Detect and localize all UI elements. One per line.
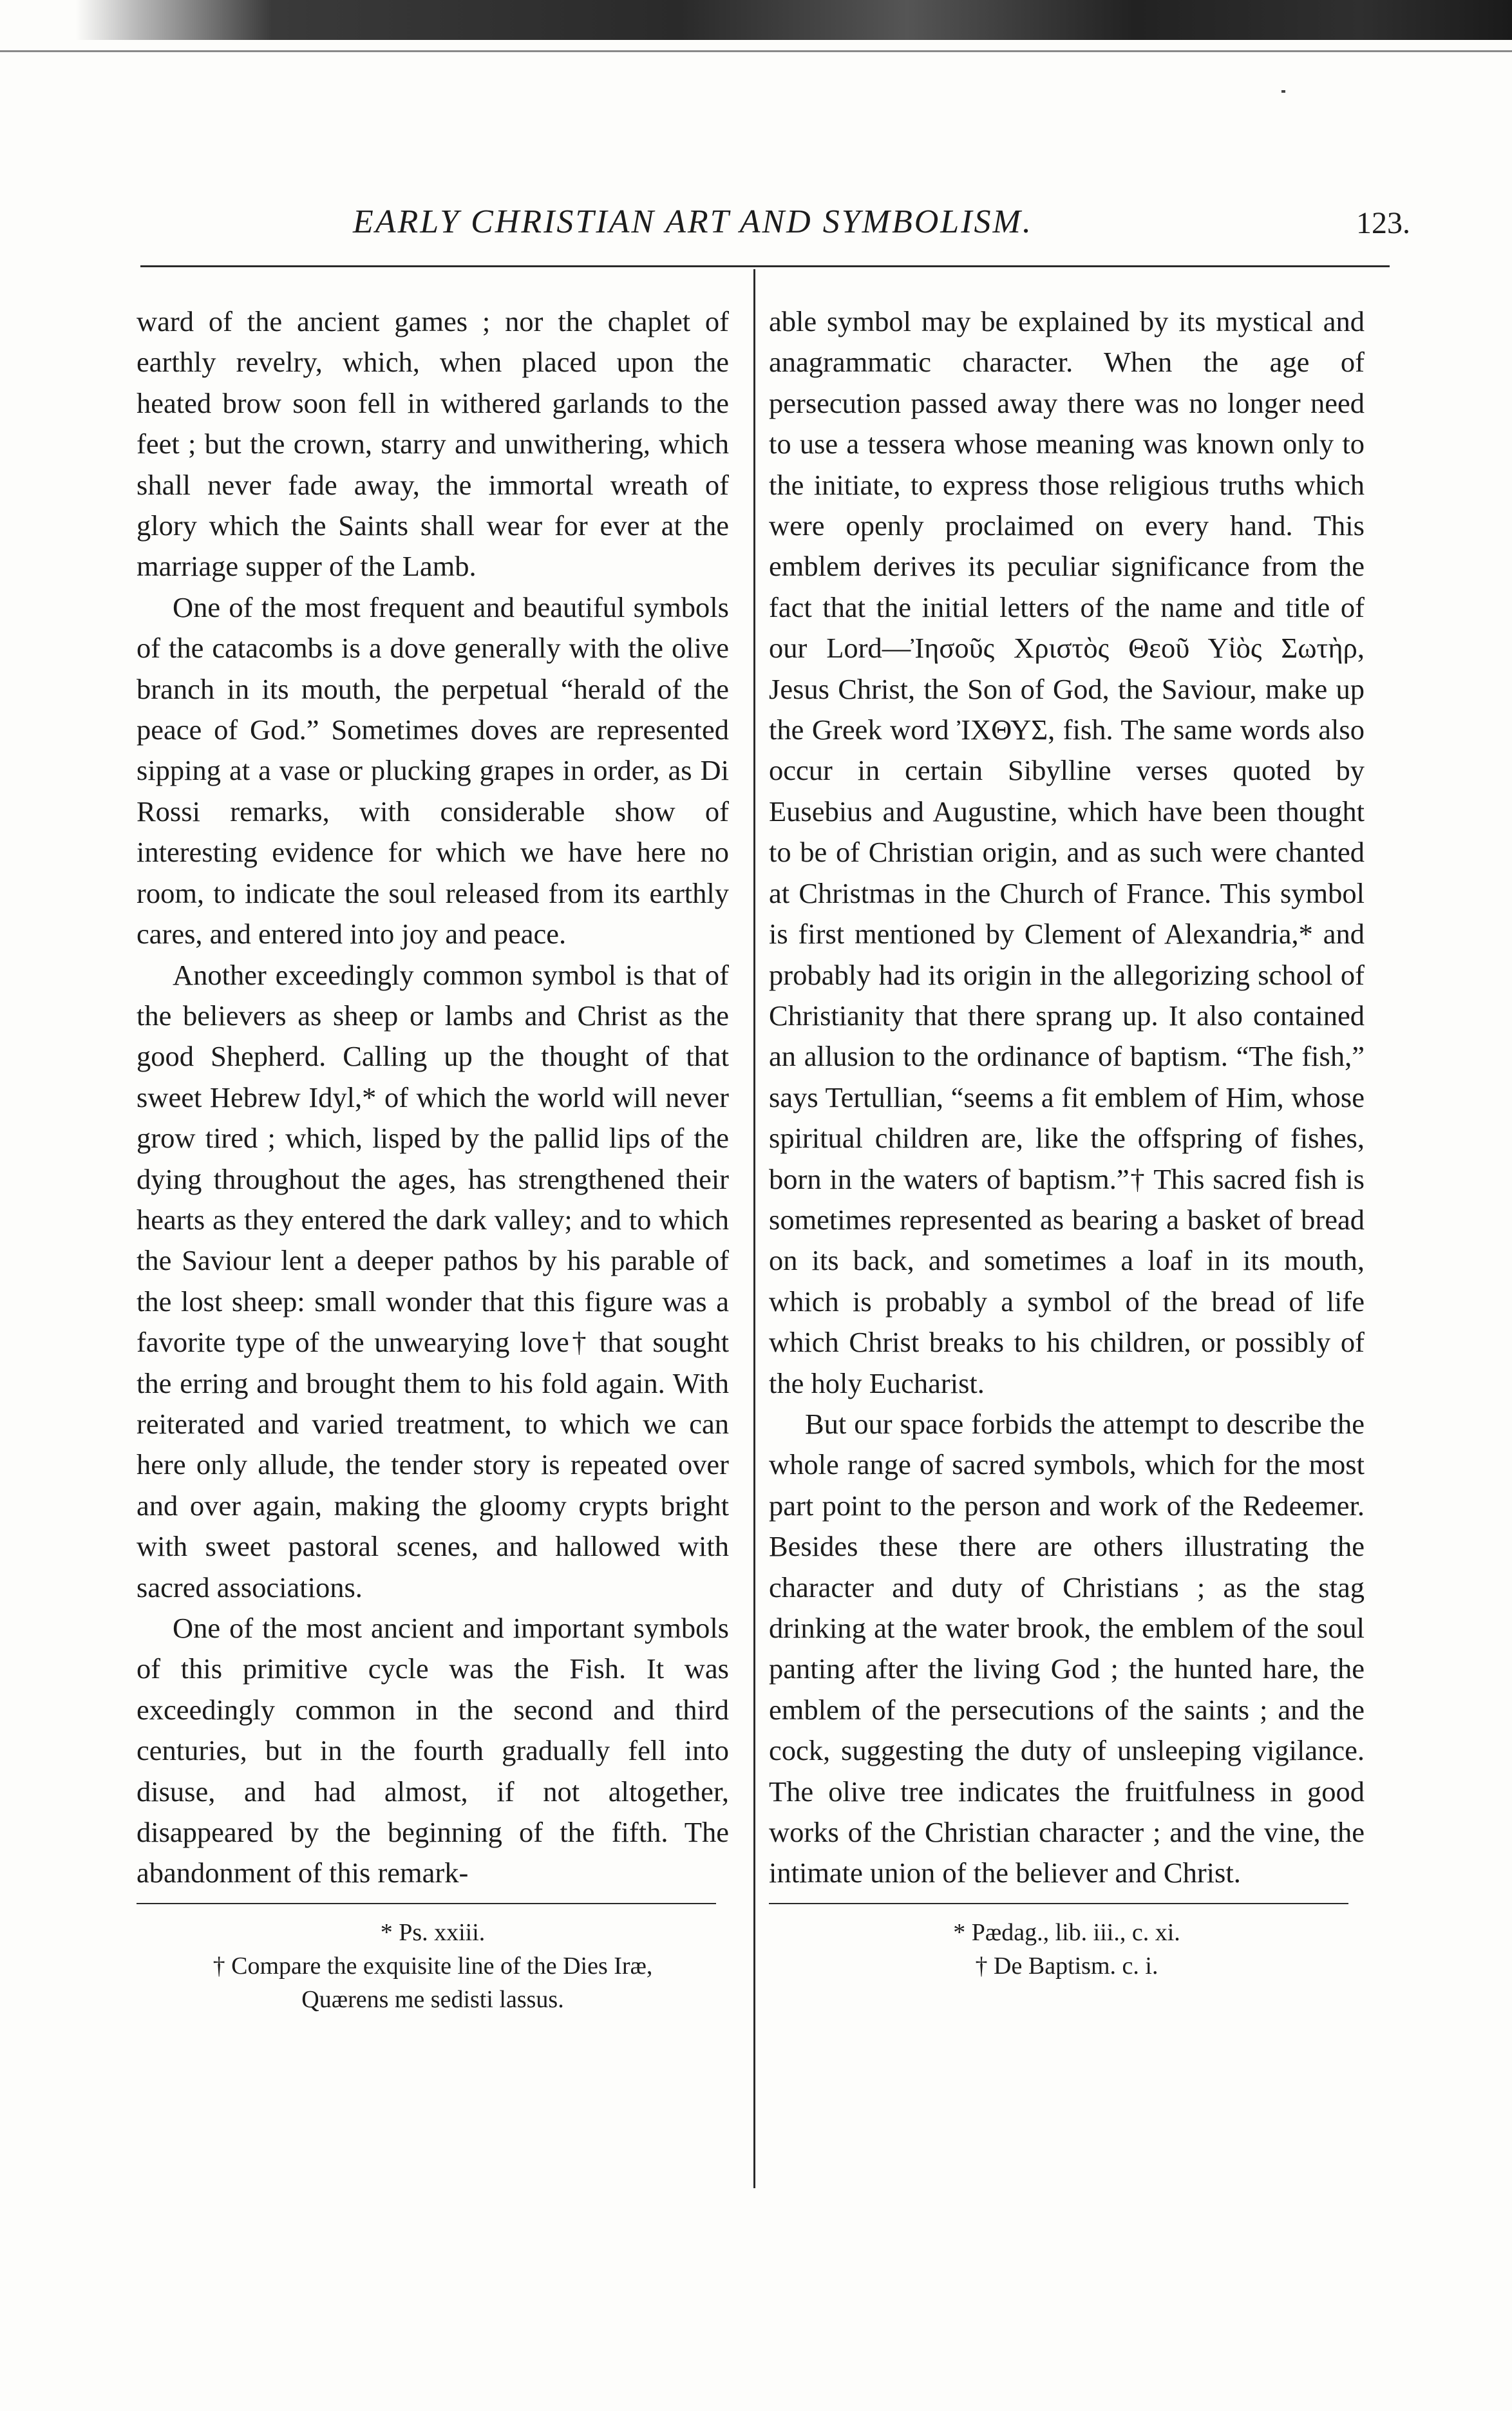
footnote-rule [137, 1903, 716, 1904]
footnote-rule [769, 1903, 1348, 1904]
right-column [769, 301, 1365, 1983]
paragraph: One of the most ancient and important symbols of this primitive cycle was the Fish. It was exceedingly common in the second and third centuries, but in the fourth gradually fell into disuse, and had almost, if not altogether, disappeared by the beginning of the fifth. The abandonment of this remark- [137, 1612, 729, 1889]
footnote: Quærens me sedisti lassus. [301, 1985, 564, 2013]
column-divider [753, 269, 755, 2188]
page-number: 123. [1356, 206, 1410, 240]
running-title: EARLY CHRISTIAN ART AND SYMBOLISM. [353, 203, 1033, 240]
paragraph: able symbol may be explained by its mystical and anagrammatic character. When the age of persecution passed away there was no longer need to use a tessera whose meaning was known only to the initiate, to express those religious truths which were openly proclaimed on every hand. This emblem derives its peculiar significance from the fact that the initial letters of the name and title of our Lord—Ἰησοῦς Χριστὸς Θεοῦ Υἱὸς Σωτὴρ, Jesus Christ, the Son of God, the Saviour, make up the Greek word ἸΧΘΥΣ, fish. The same words also occur in certain Sibylline verses quoted by Eusebius and Augustine, which have been thought to be of Christian origin, and as such were chanted at Christmas in the Church of France. This symbol is first mentioned by Clement of Alexandria,* and probably had its origin in the allegorizing school of Christianity that there sprang up. It also contained an allusion to the ordinance of baptism. “The fish,” says Tertullian, “seems a fit emblem of Him, whose spiritual children are, like the offspring of fishes, born in the waters of baptism.”† This sacred fish is sometimes represented as bearing a basket of bread on its back, and sometimes a loaf in its mouth, which is probably a symbol of the bread of life which Christ breaks to his children, or possibly of the holy Eucharist. [769, 305, 1365, 1399]
scan-speck [1281, 90, 1285, 93]
footnotes [137, 1916, 729, 2016]
scanned-page-top-edge [0, 0, 1512, 40]
top-edge-line [0, 50, 1512, 52]
footnotes [769, 1916, 1365, 1983]
running-head [148, 203, 1410, 254]
paragraph: But our space forbids the attempt to describe the whole range of sacred symbols, which for the most part point to the person and work of the Redeemer. Besides these there are others illustrating the character and duty of Christians ; as the stag drinking at the water brook, the emblem of the soul panting after the living God ; the hunted hare, the emblem of the persecutions of the saints ; and the cock, suggesting the duty of unsleeping vigilance. The olive tree indicates the fruitfulness in good works of the Christian character ; and the vine, the intimate union of the believer and Christ. [769, 1407, 1365, 1889]
header-rule [140, 265, 1390, 267]
paragraph: One of the most frequent and beautiful symbols of the catacombs is a dove generally with the olive branch in its mouth, the perpetual “herald of the peace of God.” Sometimes doves are represented sipping at a vase or plucking grapes in order, as Di Rossi remarks, with considerable show of interesting evidence for which we have here no room, to indicate the soul released from its earthly cares, and entered into joy and peace. [137, 591, 729, 950]
paragraph: Another exceedingly common symbol is that of the believers as sheep or lambs and Christ as the good Shepherd. Calling up the thought of that sweet Hebrew Idyl,* of which the world will never grow tired ; which, lisped by the pallid lips of the dying throughout the ages, has strengthened their hearts as they entered the dark valley; and to which the Saviour lent a deeper pathos by his parable of the lost sheep: small wonder that this figure was a favorite type of the unwearying love† that sought the erring and brought them to his fold again. With reiterated and varied treatment, to which we can here only allude, the tender story is repeated over and over again, making the gloomy crypts bright with sweet pastoral scenes, and hallowed with sacred associations. [137, 958, 729, 1603]
footnote: * Pædag., lib. iii., c. xi. [953, 1918, 1180, 1946]
footnote: * Ps. xxiii. [380, 1918, 486, 1946]
left-column [137, 301, 729, 2016]
paragraph: ward of the ancient games ; nor the chaplet of earthly revelry, which, when placed upon the heated brow soon fell in withered garlands to the feet ; but the crown, starry and unwithering, which shall never fade away, the immortal wreath of glory which the Saints shall wear for ever at the marriage supper of the Lamb. [137, 305, 729, 583]
footnote: † Compare the exquisite line of the Dies Iræ, [213, 1952, 653, 1980]
footnote: † De Baptism. c. i. [975, 1952, 1158, 1980]
